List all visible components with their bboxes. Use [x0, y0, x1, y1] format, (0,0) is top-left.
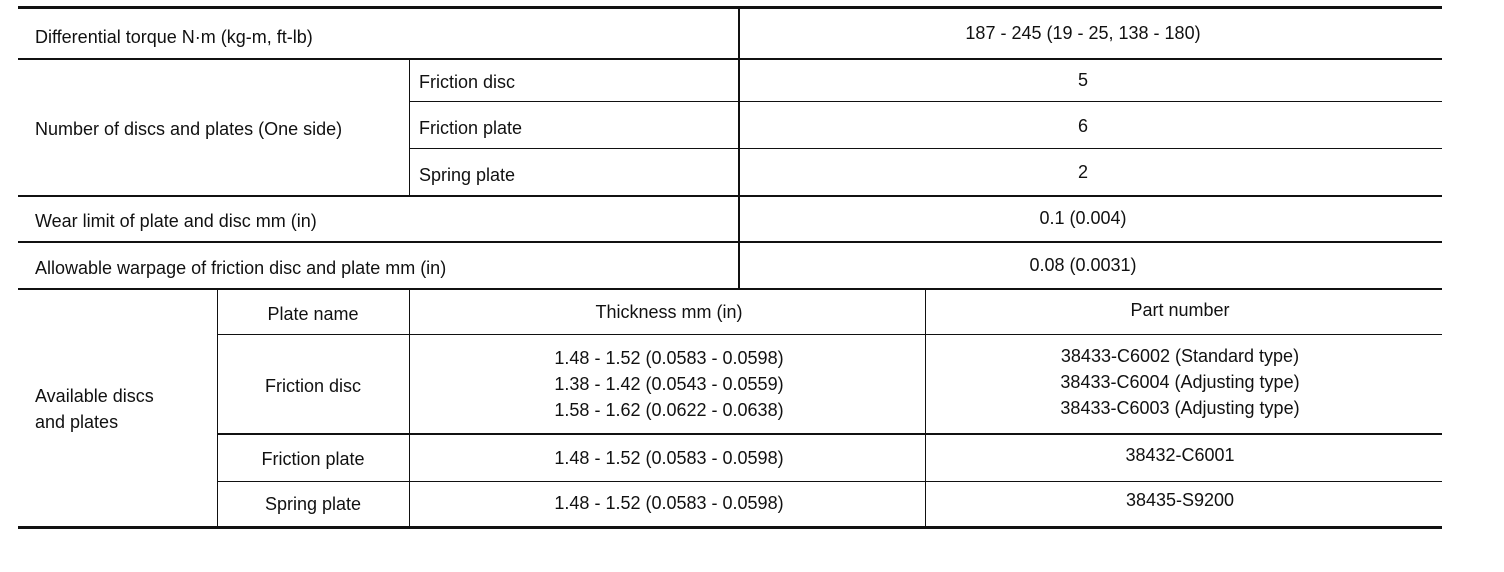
friction-plate-count-value: 6 — [1077, 116, 1089, 136]
header-plate-name: Plate name — [267, 304, 359, 324]
spring-plate-thickness: 1.48 - 1.52 (0.0583 - 0.0598) — [554, 493, 784, 513]
row-divider — [18, 241, 1442, 243]
friction-disc-thickness — [554, 345, 783, 423]
column-divider — [925, 290, 926, 526]
spring-plate-name: Spring plate — [264, 494, 362, 514]
friction-disc-part-number: 38433-C6004 (Adjusting type) — [1060, 372, 1300, 392]
wear-limit-label: Wear limit of plate and disc mm (in) — [35, 211, 317, 231]
row-divider — [217, 433, 1442, 435]
row-divider — [410, 101, 1442, 102]
warpage-value: 0.08 (0.0031) — [1029, 255, 1137, 275]
table-top-border — [18, 6, 1442, 9]
spring-plate-part-number: 38435-S9200 — [1125, 490, 1235, 510]
spring-plate-count-label: Spring plate — [419, 165, 516, 185]
spring-plate-count-value: 2 — [1077, 162, 1089, 182]
friction-disc-part-number: 38433-C6003 (Adjusting type) — [1060, 398, 1300, 418]
row-divider — [18, 195, 1442, 197]
row-divider — [217, 481, 1442, 482]
header-thickness: Thickness mm (in) — [595, 302, 743, 322]
friction-disc-name: Friction disc — [264, 376, 362, 396]
friction-disc-count-value: 5 — [1077, 70, 1089, 90]
friction-disc-thickness-line: 1.48 - 1.52 (0.0583 - 0.0598) — [554, 348, 784, 368]
table-bottom-border — [18, 526, 1442, 529]
friction-plate-part-number: 38432-C6001 — [1125, 445, 1235, 465]
friction-plate-count-label: Friction plate — [419, 118, 523, 138]
differential-torque-value: 187 - 245 (19 - 25, 138 - 180) — [965, 23, 1201, 43]
warpage-label: Allowable warpage of friction disc and plate mm (in) — [35, 258, 447, 278]
friction-disc-part-numbers — [1060, 343, 1299, 421]
discs-plates-label: Number of discs and plates (One side) — [35, 119, 343, 139]
friction-disc-count-label: Friction disc — [419, 72, 516, 92]
row-divider — [18, 288, 1442, 290]
friction-plate-name: Friction plate — [261, 449, 365, 469]
friction-disc-part-number: 38433-C6002 (Standard type) — [1060, 346, 1300, 366]
header-part-number: Part number — [1130, 300, 1230, 320]
row-divider — [217, 334, 1442, 335]
row-divider — [18, 58, 1442, 60]
wear-limit-value: 0.1 (0.004) — [1039, 208, 1127, 228]
differential-torque-label: Differential torque N·m (kg-m, ft-lb) — [35, 27, 313, 47]
available-discs-label-line1: Available discs — [35, 386, 154, 406]
available-discs-label-line2: and plates — [35, 412, 119, 432]
row-divider — [410, 148, 1442, 149]
available-discs-label — [35, 383, 154, 435]
column-divider — [409, 290, 410, 526]
column-divider — [738, 9, 740, 288]
friction-disc-thickness-line: 1.38 - 1.42 (0.0543 - 0.0559) — [554, 374, 784, 394]
column-divider — [217, 290, 218, 526]
friction-disc-thickness-line: 1.58 - 1.62 (0.0622 - 0.0638) — [554, 400, 784, 420]
column-divider — [409, 60, 410, 195]
friction-plate-thickness: 1.48 - 1.52 (0.0583 - 0.0598) — [554, 448, 784, 468]
